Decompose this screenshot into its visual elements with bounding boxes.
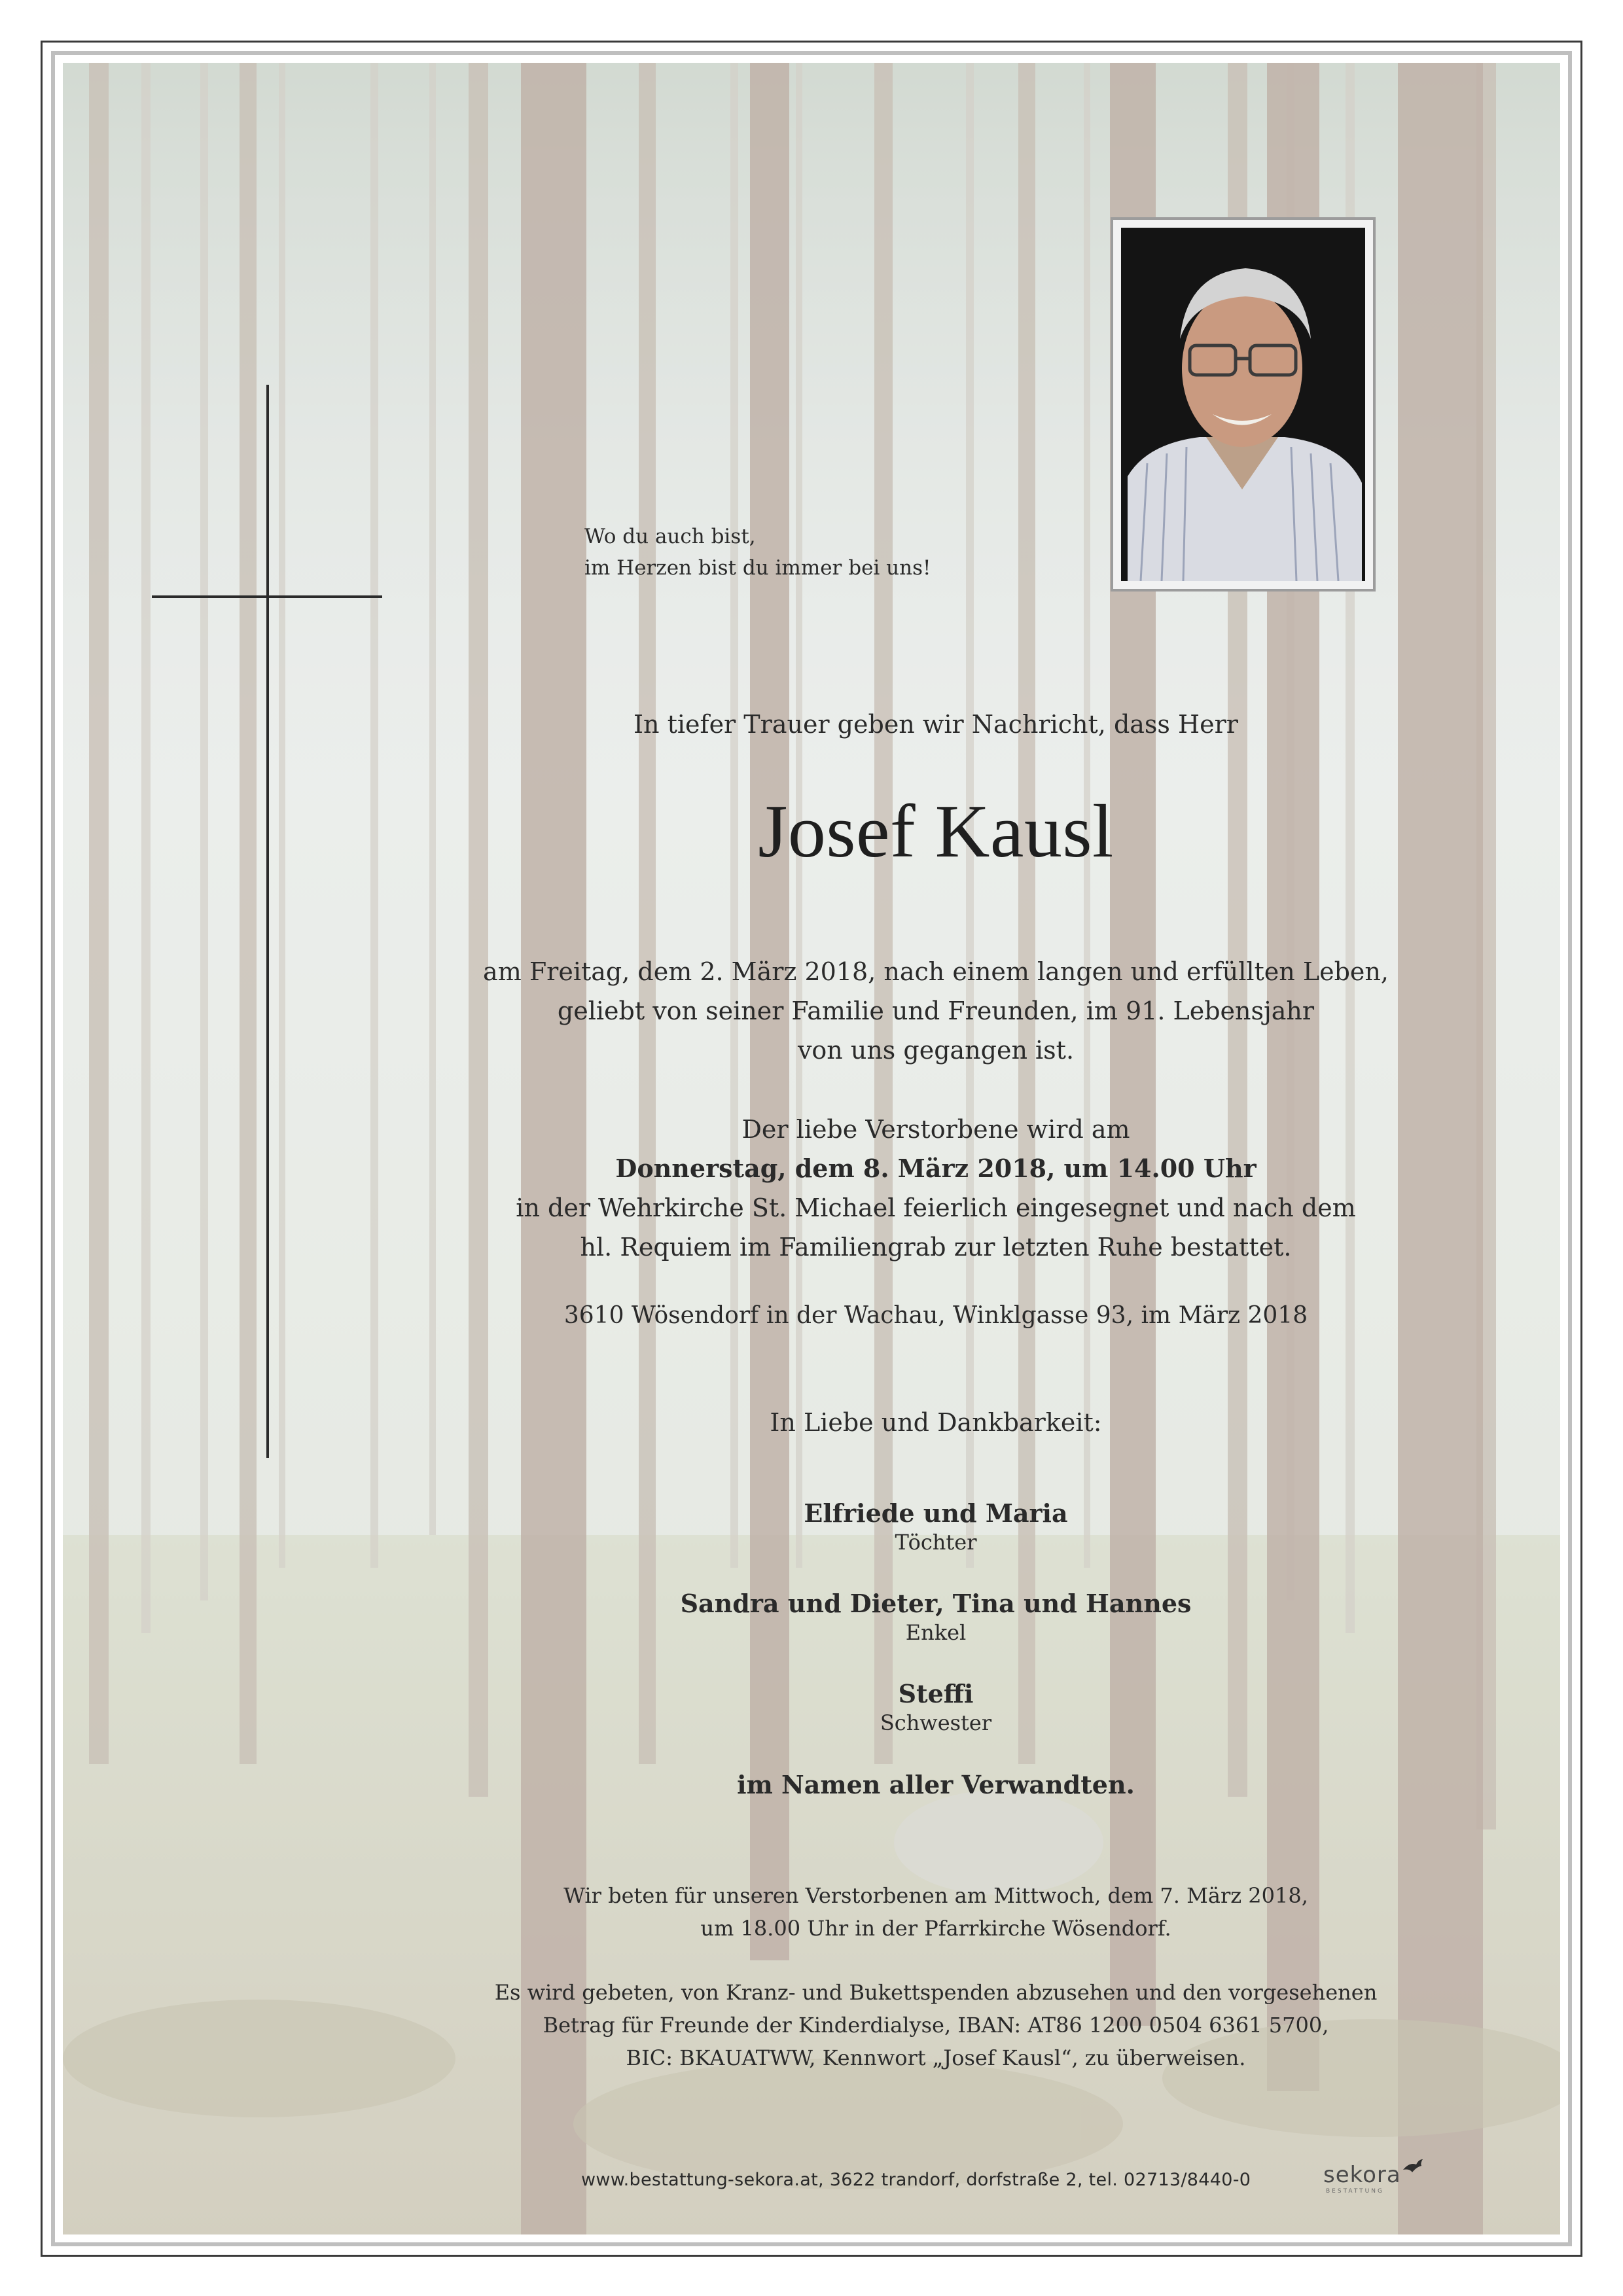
motto-line: im Herzen bist du immer bei uns! (584, 556, 931, 580)
funeral-date-time: Donnerstag, dem 8. März 2018, um 14.00 Uhr (615, 1154, 1257, 1183)
family-names: Steffi (898, 1679, 974, 1708)
intro-text (353, 710, 1518, 739)
death-notice (353, 952, 1518, 1070)
portrait-illustration (1121, 228, 1365, 581)
donation-notice (353, 1976, 1518, 2074)
funeral-line: Der liebe Verstorbene wird am (741, 1115, 1130, 1144)
sekora-logo (1323, 2158, 1421, 2197)
cross-icon-horizontal (152, 595, 382, 598)
place-date-text: 3610 Wösendorf in der Wachau, Winklgasse 93, im März 2018 (563, 1302, 1308, 1329)
donation-line: BIC: BKAUATWW, Kennwort „Josef Kausl“, zu überweisen. (626, 2045, 1246, 2070)
death-line: von uns gegangen ist. (797, 1036, 1075, 1065)
prayer-line: Wir beten für unseren Verstorbenen am Mittwoch, dem 7. März 2018, (563, 1883, 1308, 1908)
family-relation: Enkel (905, 1620, 967, 1645)
intro-line: In tiefer Trauer geben wir Nachricht, dass Herr (633, 710, 1238, 739)
prayer-notice (353, 1879, 1518, 1945)
motto-line: Wo du auch bist, (584, 525, 756, 548)
family-names: Elfriede und Maria (804, 1498, 1068, 1528)
footer-contact: www.bestattung-sekora.at, 3622 trandorf, dorfstraße 2, tel. 02713/8440-0 (581, 2170, 1251, 2190)
place-date (353, 1302, 1518, 1329)
death-line: geliebt von seiner Familie und Freunden, im 91. Lebensjahr (557, 997, 1315, 1025)
motto (584, 521, 1043, 584)
prayer-line: um 18.00 Uhr in der Pfarrkirche Wösendorf. (700, 1916, 1171, 1941)
logo-sub: BESTATTUNG (1326, 2188, 1384, 2195)
deceased-name (353, 788, 1518, 875)
family-relation: Töchter (895, 1530, 977, 1555)
donation-line: Betrag für Freunde der Kinderdialyse, IBAN: AT86 1200 0504 6361 5700, (543, 2013, 1329, 2038)
deceased-name-text: Josef Kausl (758, 790, 1114, 874)
cross-icon-vertical (266, 385, 269, 1458)
logo-word: sekora (1323, 2162, 1401, 2188)
portrait-frame (1111, 217, 1376, 592)
funeral-line: hl. Requiem im Familiengrab zur letzten Ruhe bestattet. (580, 1233, 1292, 1262)
family-entry (353, 1679, 1518, 1737)
relatives-text: im Namen aller Verwandten. (737, 1770, 1135, 1799)
funeral-notice (353, 1110, 1518, 1267)
portrait-photo (1121, 228, 1365, 581)
thanks-heading (353, 1408, 1518, 1437)
family-names: Sandra und Dieter, Tina und Hannes (680, 1589, 1192, 1618)
relatives-line (353, 1770, 1518, 1799)
death-line: am Freitag, dem 2. März 2018, nach einem langen und erfüllten Leben, (483, 957, 1389, 986)
bird-icon (1402, 2158, 1424, 2175)
family-relation: Schwester (880, 1710, 992, 1735)
thanks-text: In Liebe und Dankbarkeit: (770, 1408, 1102, 1437)
family-entry (353, 1589, 1518, 1647)
family-entry (353, 1498, 1518, 1557)
funeral-line: in der Wehrkirche St. Michael feierlich eingesegnet und nach dem (516, 1193, 1356, 1222)
donation-line: Es wird gebeten, von Kranz- und Bukettspenden abzusehen und den vorgesehenen (494, 1980, 1378, 2005)
